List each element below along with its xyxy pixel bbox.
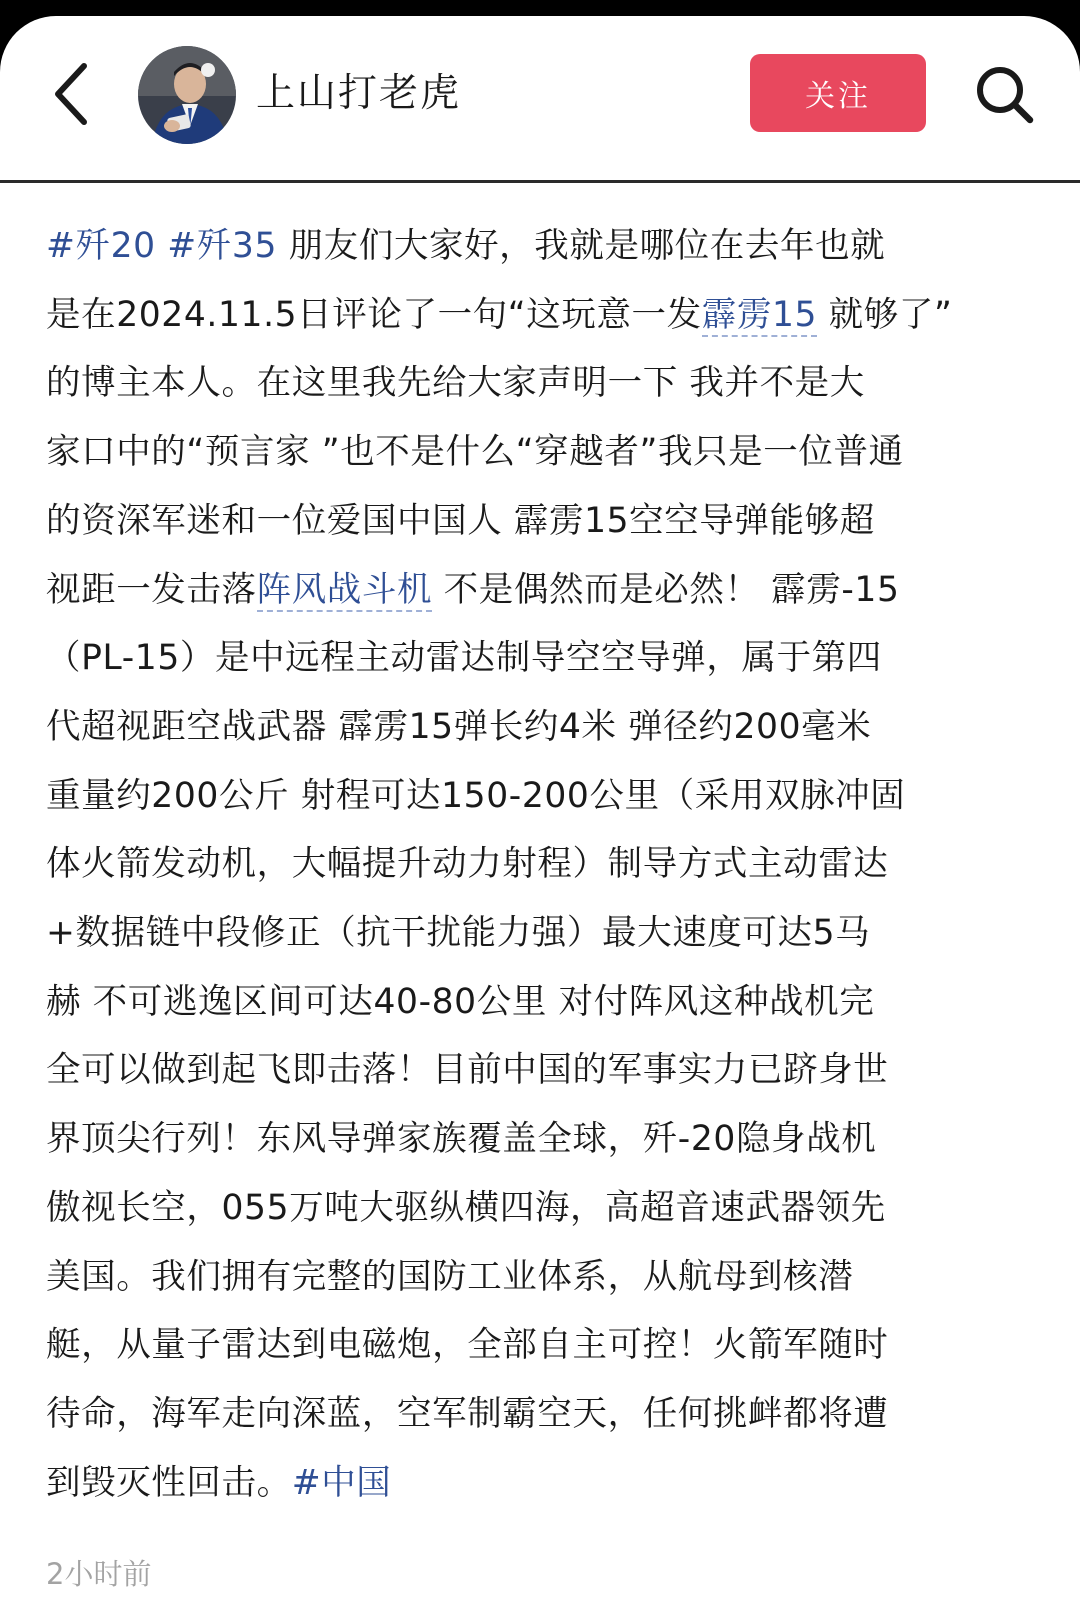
post-line: （PL-15）是中远程主动雷达制导空空导弹，属于第四 <box>46 638 882 679</box>
top-bar <box>0 16 1080 183</box>
post-line: 全可以做到起飞即击落！目前中国的军事实力已跻身世 <box>46 1050 889 1091</box>
post-line: 艇，从量子雷达到电磁炮，全部自主可控！火箭军随时 <box>46 1325 889 1366</box>
post-line <box>46 556 1036 625</box>
post-line: 家口中的“预言家 ”也不是什么“穿越者”我只是一位普通 <box>46 432 904 473</box>
keyword-link-pl15[interactable]: 霹雳15 <box>701 294 818 335</box>
post-line: 赫 不可逃逸区间可达40-80公里 对付阵风这种战机完 <box>46 981 875 1022</box>
hashtag-china[interactable]: #中国 <box>291 1462 392 1503</box>
post-line: +数据链中段修正（抗干扰能力强）最大速度可达5马 <box>46 913 871 954</box>
post-line <box>46 212 1036 281</box>
post-line: 的资深军迷和一位爱国中国人 霹雳15空空导弹能够超 <box>46 500 875 541</box>
post-text: 就够了” <box>817 294 953 335</box>
post-text: 视距一发击落 <box>46 569 257 610</box>
back-button[interactable] <box>44 56 104 132</box>
post-timestamp: 2小时前 <box>46 1557 152 1591</box>
post-line: 傲视长空，055万吨大驱纵横四海，高超音速武器领先 <box>46 1187 886 1228</box>
username[interactable]: 上山打老虎 <box>256 71 462 116</box>
post-line: 重量约200公斤 射程可达150-200公里（采用双脉冲固 <box>46 775 906 816</box>
post-text: 不是偶然而是必然！ 霹雳-15 <box>432 569 900 610</box>
follow-button[interactable]: 关注 <box>750 54 926 132</box>
post-content <box>46 212 1036 1517</box>
search-icon <box>970 60 1040 130</box>
post-line: 代超视距空战武器 霹雳15弹长约4米 弹径约200毫米 <box>46 706 872 747</box>
post-line <box>46 1449 1036 1518</box>
chevron-left-icon <box>44 56 104 132</box>
post-text: 到毁灭性回击。 <box>46 1462 292 1503</box>
keyword-link-rafale[interactable]: 阵风战斗机 <box>256 569 433 610</box>
user-portrait-icon <box>138 46 236 144</box>
post-line: 体火箭发动机，大幅提升动力射程）制导方式主动雷达 <box>46 844 889 885</box>
hashtag-j20[interactable]: #歼20 <box>46 226 156 266</box>
avatar[interactable] <box>138 46 236 144</box>
search-button[interactable] <box>970 60 1040 130</box>
post-line: 界顶尖行列！东风导弹家族覆盖全球，歼-20隐身战机 <box>46 1119 877 1160</box>
post-line <box>46 281 1036 350</box>
post-text: 是在2024.11.5日评论了一句“这玩意一发 <box>46 294 702 335</box>
post-line: 美国。我们拥有完整的国防工业体系，从航母到核潜 <box>46 1256 854 1297</box>
post-line: 的博主本人。在这里我先给大家声明一下 我并不是大 <box>46 363 865 404</box>
hashtag-j35[interactable]: #歼35 <box>167 226 278 266</box>
post-detail-screen <box>0 16 1080 1620</box>
post-text: 朋友们大家好，我就是哪位在去年也就 <box>277 226 886 266</box>
post-line: 待命，海军走向深蓝，空军制霸空天，任何挑衅都将遭 <box>46 1393 889 1434</box>
